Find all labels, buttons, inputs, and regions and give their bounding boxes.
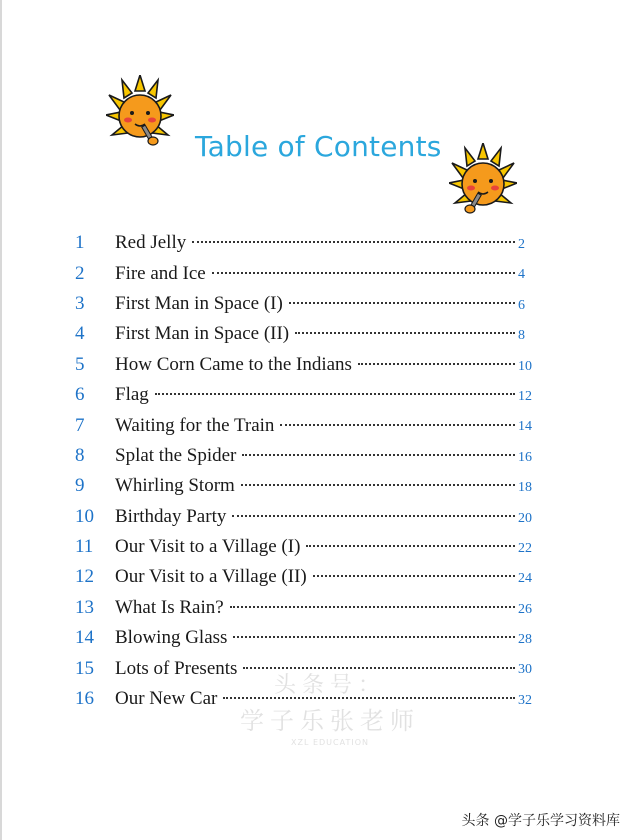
entry-number: 12 (75, 566, 94, 588)
entry-number: 10 (75, 505, 94, 527)
entry-title: Splat the Spider (115, 444, 237, 466)
dot-leader (232, 515, 515, 517)
entry-page-number: 16 (518, 449, 532, 465)
entry-page-number: 22 (518, 540, 532, 556)
entry-title: First Man in Space (I) (115, 292, 283, 314)
toc-entry (0, 258, 640, 288)
watermark-line-2: 学子乐张老师 (240, 707, 420, 735)
entry-page-number: 18 (518, 480, 532, 496)
entry-title: Flag (115, 384, 149, 406)
toc-entry (0, 653, 640, 683)
entry-page-number: 14 (518, 419, 532, 435)
entry-page-number: 8 (518, 328, 525, 344)
entry-title: Our Visit to a Village (I) (115, 536, 301, 558)
toc-entry (0, 471, 640, 501)
entry-title-line (115, 415, 515, 437)
watermark-line-3: XZL EDUCATION (291, 738, 369, 747)
entry-title-line (115, 566, 515, 588)
toc-entry (0, 684, 640, 714)
entry-title-line (115, 658, 515, 680)
entry-number: 6 (75, 384, 85, 406)
page-title: Table of Contents (195, 130, 442, 163)
dot-leader (289, 302, 515, 304)
entry-number: 14 (75, 627, 94, 649)
entry-title-line (115, 232, 515, 254)
entry-title-line (115, 536, 515, 558)
dot-leader (233, 636, 515, 638)
entry-title-line (115, 627, 515, 649)
entry-title-line (115, 506, 515, 528)
entry-title: Whirling Storm (115, 475, 235, 497)
entry-page-number: 30 (518, 662, 532, 678)
entry-title-line (115, 384, 515, 406)
entry-title: Fire and Ice (115, 262, 206, 284)
entry-title-line (115, 597, 515, 619)
entry-number: 7 (75, 414, 85, 436)
entry-number: 16 (75, 688, 94, 710)
entry-title-line (115, 323, 515, 345)
entry-title-line (115, 445, 515, 467)
entry-page-number: 12 (518, 388, 532, 404)
toc-entry (0, 228, 640, 258)
watermark-line-1: 头条号： (273, 673, 386, 698)
entry-number: 4 (75, 323, 85, 345)
sun-mascot-icon (106, 75, 174, 155)
toc-entry (0, 502, 640, 532)
entry-title-line (115, 293, 515, 315)
entry-title: Waiting for the Train (115, 414, 275, 436)
entry-title: Lots of Presents (115, 657, 238, 679)
entry-page-number: 4 (518, 267, 525, 283)
entry-page-number: 26 (518, 601, 532, 617)
entry-title: Red Jelly (115, 232, 187, 254)
entry-number: 1 (75, 232, 85, 254)
dot-leader (358, 363, 515, 365)
entry-number: 9 (75, 475, 85, 497)
entry-number: 2 (75, 262, 85, 284)
entry-title-line (115, 475, 515, 497)
dot-leader (230, 606, 515, 608)
dot-leader (241, 484, 515, 486)
dot-leader (223, 697, 515, 699)
entry-title: Birthday Party (115, 505, 227, 527)
toc-entry (0, 350, 640, 380)
entry-title: Our New Car (115, 688, 218, 710)
footer-credit: 头条 @学子乐学习资料库 (461, 813, 620, 829)
toc-entry (0, 319, 640, 349)
entry-title-line (115, 688, 515, 710)
entry-page-number: 2 (518, 237, 525, 252)
table-of-contents (0, 228, 640, 714)
entry-number: 11 (75, 536, 94, 558)
dot-leader (155, 393, 515, 395)
toc-entry (0, 623, 640, 653)
entry-title: Our Visit to a Village (II) (115, 566, 307, 588)
entry-number: 13 (75, 596, 94, 618)
entry-title: How Corn Came to the Indians (115, 353, 352, 375)
entry-page-number: 24 (518, 571, 532, 587)
dot-leader (280, 424, 515, 426)
dot-leader (313, 575, 515, 577)
toc-entry (0, 410, 640, 440)
dot-leader (212, 272, 515, 274)
dot-leader (242, 454, 515, 456)
entry-page-number: 6 (518, 297, 525, 313)
sun-mascot-icon (449, 143, 517, 223)
toc-entry (0, 441, 640, 471)
entry-title-line (115, 263, 515, 285)
toc-entry (0, 289, 640, 319)
entry-title: First Man in Space (II) (115, 323, 290, 345)
entry-title: Blowing Glass (115, 627, 228, 649)
entry-number: 5 (75, 353, 85, 375)
entry-title: What Is Rain? (115, 596, 224, 618)
entry-page-number: 32 (518, 692, 532, 708)
entry-number: 15 (75, 657, 94, 679)
toc-entry (0, 593, 640, 623)
dot-leader (243, 667, 515, 669)
dot-leader (306, 545, 515, 547)
dot-leader (192, 241, 515, 243)
toc-entry (0, 380, 640, 410)
dot-leader (295, 332, 515, 334)
entry-number: 8 (75, 444, 85, 466)
toc-entry (0, 532, 640, 562)
toc-entry (0, 562, 640, 592)
entry-page-number: 20 (518, 510, 532, 526)
entry-number: 3 (75, 292, 85, 314)
entry-title-line (115, 354, 515, 376)
entry-page-number: 10 (518, 358, 532, 374)
entry-page-number: 28 (518, 632, 532, 648)
